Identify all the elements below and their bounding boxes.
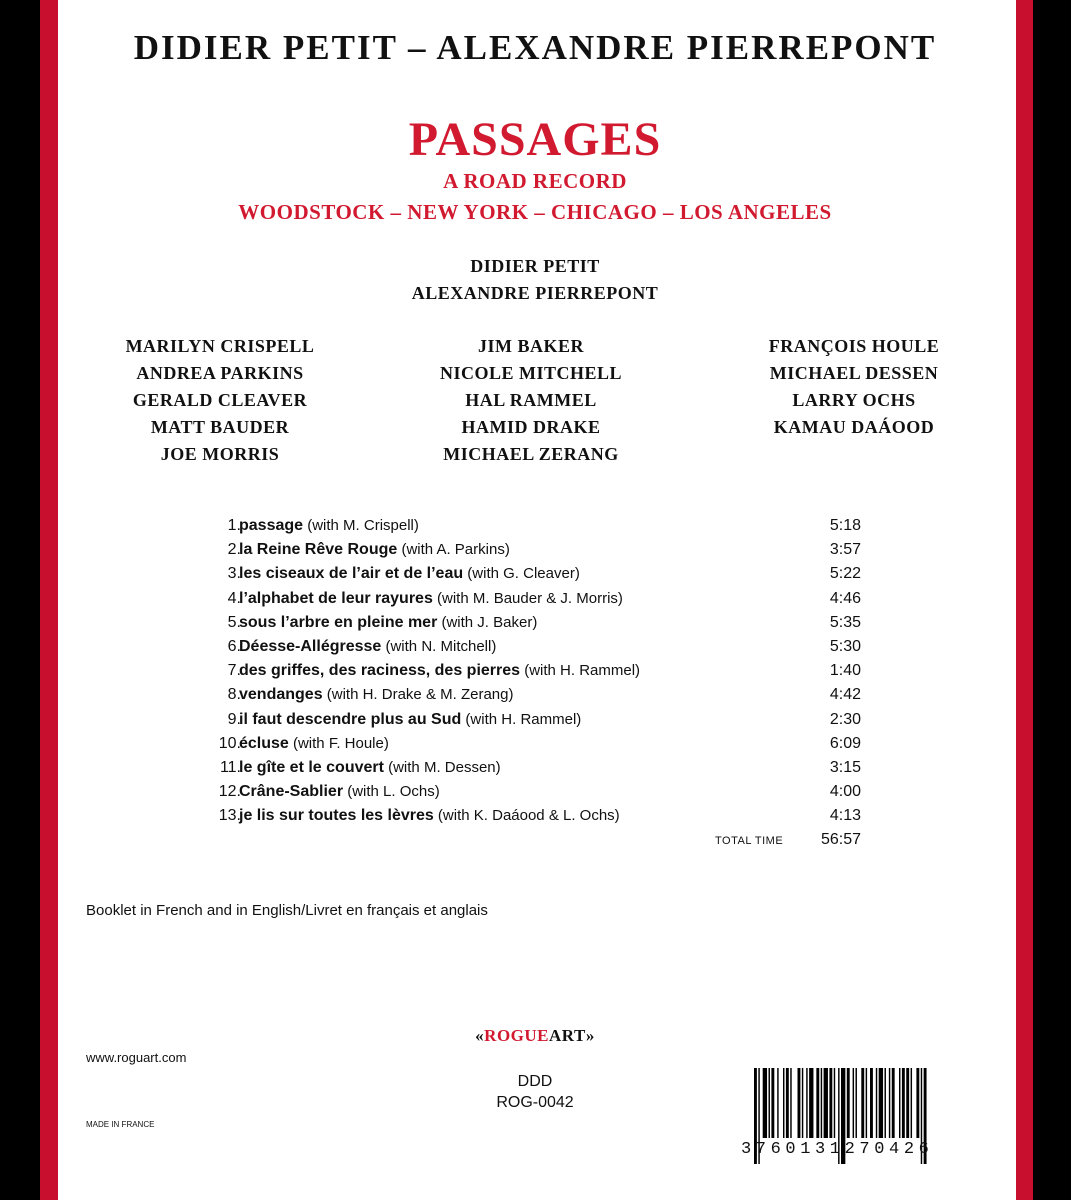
track-personnel: (with H. Rammel) bbox=[461, 710, 582, 728]
barcode-bar bbox=[769, 1068, 770, 1138]
track-duration: 6:09 bbox=[829, 734, 861, 752]
barcode-bar bbox=[899, 1068, 900, 1138]
made-in-label: MADE IN FRANCE bbox=[86, 1120, 155, 1129]
barcode-bar bbox=[829, 1068, 832, 1138]
track-personnel: (with N. Mitchell) bbox=[381, 637, 497, 655]
barcode-bar bbox=[763, 1068, 767, 1138]
barcode-bar bbox=[821, 1068, 822, 1138]
barcode-bar bbox=[802, 1068, 803, 1138]
track-title: vendanges bbox=[239, 686, 323, 704]
track-row bbox=[206, 756, 861, 780]
barcode-bar bbox=[777, 1068, 778, 1138]
leader-name: ALEXANDRE PIERREPONT bbox=[411, 283, 659, 303]
leaders-list bbox=[412, 253, 659, 307]
barcode-bar bbox=[870, 1068, 873, 1138]
track-title: je lis sur toutes les lèvres bbox=[239, 807, 434, 825]
barcode-bar bbox=[847, 1068, 850, 1138]
track-row bbox=[206, 635, 861, 659]
barcode-bar bbox=[853, 1068, 854, 1138]
track-number: 11. bbox=[219, 758, 241, 776]
barcode-bar bbox=[861, 1068, 864, 1138]
track-duration: 3:15 bbox=[829, 758, 861, 776]
track-title: sous l’arbre en pleine mer bbox=[239, 613, 438, 631]
track-number: 13. bbox=[218, 807, 241, 825]
website-link[interactable]: www.roguart.com bbox=[86, 1050, 187, 1065]
track-title: écluse bbox=[239, 734, 289, 752]
track-personnel: (with J. Baker) bbox=[437, 613, 538, 631]
track-row bbox=[206, 804, 861, 828]
label-logo-rogue: ROGUE bbox=[484, 1026, 550, 1045]
frame-left-black bbox=[0, 0, 40, 1200]
track-row bbox=[206, 708, 861, 732]
guest-name: HAL RAMMEL bbox=[465, 390, 597, 410]
track-duration: 5:30 bbox=[829, 637, 861, 655]
barcode-bar bbox=[783, 1068, 784, 1138]
barcode-bar bbox=[906, 1068, 909, 1138]
barcode-bar bbox=[876, 1068, 877, 1138]
track-number: 3. bbox=[227, 565, 241, 583]
track-personnel: (with K. Daáood & L. Ochs) bbox=[433, 807, 620, 825]
total-time-value: 56:57 bbox=[820, 831, 861, 849]
track-duration: 5:35 bbox=[829, 613, 861, 631]
track-row bbox=[206, 514, 861, 538]
track-number: 12. bbox=[218, 783, 241, 801]
label-logo-open: « bbox=[475, 1026, 485, 1045]
track-number: 6. bbox=[227, 637, 241, 655]
track-personnel: (with M. Crispell) bbox=[303, 517, 419, 534]
track-row bbox=[206, 659, 861, 683]
leader-name: DIDIER PETIT bbox=[470, 256, 600, 276]
track-duration: 1:40 bbox=[829, 662, 861, 680]
track-personnel: (with M. Bauder & J. Morris) bbox=[432, 589, 623, 607]
guests-column-3 bbox=[769, 333, 940, 441]
guest-name: NICOLE MITCHELL bbox=[439, 363, 623, 383]
barcode-bar bbox=[879, 1068, 883, 1138]
barcode-bar bbox=[834, 1068, 835, 1138]
guest-name: MATT BAUDER bbox=[150, 417, 290, 437]
guest-name: JIM BAKER bbox=[477, 336, 585, 356]
track-title: il faut descendre plus au Sud bbox=[239, 710, 462, 728]
frame-right-red bbox=[1016, 0, 1033, 1200]
barcode-bar bbox=[892, 1068, 895, 1138]
track-title: les ciseaux de l’air et de l’eau bbox=[239, 565, 464, 583]
track-title: Déesse-Allégresse bbox=[239, 637, 382, 655]
track-duration: 2:30 bbox=[829, 710, 861, 728]
album-subtitle: A ROAD RECORD bbox=[443, 169, 627, 193]
barcode-bar bbox=[798, 1068, 801, 1138]
track-duration: 4:42 bbox=[829, 686, 861, 704]
track-title: l’alphabet de leur rayures bbox=[239, 589, 433, 607]
label-logo bbox=[475, 1026, 595, 1046]
track-duration: 4:46 bbox=[829, 589, 861, 607]
track-title: des griffes, des raciness, des pierres bbox=[239, 662, 521, 680]
album-cities: WOODSTOCK – NEW YORK – CHICAGO – LOS ANGELES bbox=[238, 200, 832, 224]
track-personnel: (with H. Drake & M. Zerang) bbox=[322, 686, 514, 704]
track-duration: 5:22 bbox=[829, 565, 861, 583]
guest-name: MARILYN CRISPELL bbox=[125, 336, 315, 356]
album-title: PASSAGES bbox=[408, 113, 662, 166]
catalog-info bbox=[496, 1071, 573, 1113]
barcode-bar bbox=[856, 1068, 857, 1138]
track-personnel: (with F. Houle) bbox=[288, 734, 389, 752]
guest-name: JOE MORRIS bbox=[160, 444, 280, 464]
guest-name: GERALD CLEAVER bbox=[132, 390, 308, 410]
guest-name: ANDREA PARKINS bbox=[136, 363, 304, 383]
frame-left-red bbox=[40, 0, 58, 1200]
track-row bbox=[206, 780, 861, 804]
track-personnel: (with A. Parkins) bbox=[397, 541, 510, 559]
track-duration: 4:13 bbox=[829, 807, 861, 825]
barcode-bar bbox=[806, 1068, 807, 1138]
barcode-bar bbox=[866, 1068, 867, 1138]
frame-right-white bbox=[1008, 0, 1016, 1200]
track-title: la Reine Rêve Rouge bbox=[239, 541, 398, 559]
total-time-label: TOTAL TIME bbox=[715, 835, 784, 848]
label-logo-art: ART bbox=[549, 1026, 586, 1045]
track-number: 9. bbox=[227, 710, 241, 728]
barcode-bar bbox=[771, 1068, 774, 1138]
track-duration: 5:18 bbox=[829, 517, 861, 534]
track-title: le gîte et le couvert bbox=[239, 758, 384, 776]
track-row bbox=[206, 538, 861, 562]
barcode-bar bbox=[786, 1068, 789, 1138]
guest-name: FRANÇOIS HOULE bbox=[768, 336, 940, 356]
guests-column-1 bbox=[126, 333, 315, 468]
barcode-bar bbox=[809, 1068, 813, 1138]
booklet-note: Booklet in French and in English/Livret en français et anglais bbox=[86, 902, 488, 919]
guest-name: KAMAU DAÁOOD bbox=[773, 417, 935, 437]
track-duration: 3:57 bbox=[829, 541, 861, 559]
barcode-bar bbox=[885, 1068, 886, 1138]
track-number: 4. bbox=[227, 589, 241, 607]
barcode-bar bbox=[916, 1068, 919, 1138]
track-title: passage bbox=[239, 517, 304, 534]
guests-column-2 bbox=[440, 333, 622, 468]
catalog-number: ROG-0042 bbox=[496, 1094, 574, 1111]
track-number: 5. bbox=[227, 613, 241, 631]
guest-name: LARRY OCHS bbox=[792, 390, 916, 410]
track-number: 7. bbox=[227, 662, 241, 680]
track-row bbox=[206, 732, 861, 756]
track-title: Crâne-Sablier bbox=[239, 783, 344, 801]
track-row bbox=[206, 611, 861, 635]
track-row bbox=[206, 683, 861, 707]
barcode-bar bbox=[889, 1068, 890, 1138]
barcode-bar bbox=[902, 1068, 905, 1138]
ddd-code: DDD bbox=[517, 1073, 553, 1090]
total-time-row bbox=[206, 828, 861, 852]
guest-name: HAMID DRAKE bbox=[461, 417, 601, 437]
tracklist bbox=[206, 514, 861, 852]
track-personnel: (with H. Rammel) bbox=[520, 662, 641, 680]
track-personnel: (with L. Ochs) bbox=[343, 783, 440, 801]
guest-name: MICHAEL ZERANG bbox=[443, 444, 619, 464]
track-number: 2. bbox=[227, 541, 241, 559]
track-number: 10. bbox=[218, 734, 241, 752]
track-number: 8. bbox=[227, 686, 241, 704]
barcode-bar bbox=[790, 1068, 791, 1138]
frame-right-black bbox=[1033, 0, 1071, 1200]
barcode-bar bbox=[911, 1068, 912, 1138]
guest-name: MICHAEL DESSEN bbox=[769, 363, 939, 383]
barcode-bar bbox=[824, 1068, 828, 1138]
track-row bbox=[206, 587, 861, 611]
track-duration: 4:00 bbox=[829, 783, 861, 801]
frame-left-white bbox=[58, 0, 66, 1200]
track-row bbox=[206, 562, 861, 586]
barcode-digits: 3760131270426 bbox=[741, 1140, 934, 1159]
barcode-bar bbox=[816, 1068, 819, 1138]
track-personnel: (with G. Cleaver) bbox=[463, 565, 580, 583]
artists-line: DIDIER PETIT – ALEXANDRE PIERREPONT bbox=[133, 28, 937, 67]
label-logo-close: » bbox=[585, 1026, 595, 1045]
track-personnel: (with M. Dessen) bbox=[383, 758, 501, 776]
track-number: 1. bbox=[227, 517, 241, 534]
